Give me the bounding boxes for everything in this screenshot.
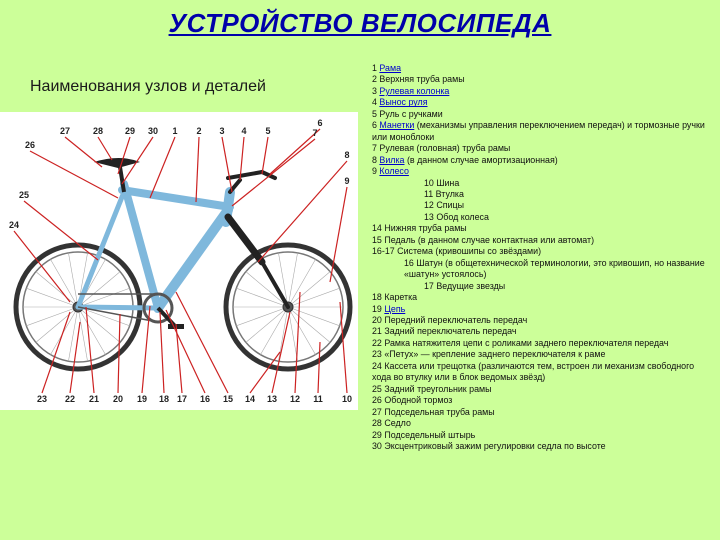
legend-item [372,155,712,166]
part-number-label: 11 [313,394,323,404]
leader-line [24,201,98,260]
part-number-label: 30 [147,126,159,136]
legend-item [372,281,712,292]
legend-item [372,418,712,429]
spoke [246,272,288,307]
legend-item [372,97,712,108]
leader-line [262,137,268,174]
legend-item-text: 12 Спицы [424,200,464,211]
legend-item-text: 11 Втулка [424,188,464,199]
bicycle-illustration [0,112,358,410]
page-subtitle: Наименования узлов и деталей [30,78,266,95]
legend-item-link[interactable]: Колесо [379,166,409,177]
legend-item [372,258,712,281]
spoke [236,307,288,326]
leader-line [65,137,102,167]
legend-item [372,212,712,223]
legend-item [372,74,712,85]
legend-item-text: 28 Седло [372,418,411,429]
part-number-label: 9 [344,176,350,186]
legend-item-link[interactable]: Цепь [384,303,406,314]
leader-line [222,137,232,192]
part-number-label: 19 [136,394,148,404]
leader-line [160,312,164,393]
part-number-label: 28 [92,126,104,136]
leader-line [98,137,112,160]
part-number-label: 25 [18,190,30,200]
part-number-label: 15 [222,394,234,404]
legend-item-text: 6 [372,120,380,131]
leader-line [150,137,175,198]
leader-line [30,151,118,198]
part-number-label: 6 [317,118,323,128]
spoke [36,272,78,307]
legend-item-text: 16-17 Система (кривошипы со звёздами) [372,246,542,257]
part-number-label: 22 [64,394,76,404]
legend-item-link[interactable]: Манетки [379,120,415,131]
leader-line [196,137,199,202]
legend-item-text: 30 Эксцентриковый зажим регулировки седла по высоте [372,440,606,451]
legend-item [372,120,712,143]
leader-line [272,312,290,393]
legend-item-text: 15 Педаль (в данном случае контактная или автомат) [372,234,595,245]
legend-item [372,143,712,154]
frame-brand: TREK [167,213,203,254]
part-number-label: 13 [266,394,278,404]
legend-item [372,200,712,211]
legend-item-text: 16 Шатун (в общетехнической терминологии, это кривошип, но название «шатун» устоялось) [404,257,705,280]
part-number-label: 10 [341,394,353,404]
part-number-label: 29 [124,126,136,136]
legend-item [372,407,712,418]
legend-item [372,384,712,395]
legend-item-text: 22 Рамка натяжителя цепи с роликами заднего переключателя передач [372,337,669,348]
leader-line [70,322,80,393]
legend-item [372,223,712,234]
bicycle-diagram [0,112,358,410]
spoke [288,307,340,326]
spoke [288,307,330,342]
legend-item-text: 25 Задний треугольник рамы [372,383,492,394]
part-number-label: 20 [112,394,124,404]
legend-item-text: 18 Каретка [372,292,418,303]
legend-item-text: 2 Верхняя труба рамы [372,74,465,85]
handlebar [228,172,275,192]
part-number-label: 14 [244,394,256,404]
legend-item-text: 10 Шина [424,177,460,188]
legend-item [372,235,712,246]
legend-item [372,189,712,200]
leader-line [118,137,130,174]
legend-item [372,86,712,97]
leader-line [232,139,315,206]
spoke [78,307,120,342]
legend-item-link[interactable]: Рама [379,63,402,73]
spoke [246,307,288,342]
page-title: УСТРОЙСТВО ВЕЛОСИПЕДА [168,8,552,38]
legend-item [372,304,712,315]
legend-item-text: 3 [372,85,380,96]
legend-item [372,349,712,360]
legend-item [372,109,712,120]
part-number-label: 1 [172,126,178,136]
legend-item [372,246,712,257]
part-number-label: 5 [265,126,271,136]
part-number-label: 4 [241,126,247,136]
legend-item [372,63,712,74]
legend-item [372,178,712,189]
legend-item-text: 27 Подседельная труба рамы [372,406,495,417]
legend-item-text: 9 [372,166,380,177]
part-number-label: 18 [158,394,170,404]
legend-item-text: 14 Нижняя труба рамы [372,223,467,234]
legend-item [372,166,712,177]
part-number-label: 16 [199,394,211,404]
legend-item-text: 26 Ободной тормоз [372,395,453,406]
spoke [288,288,340,307]
legend-item-text: 21 Задний переключатель передач [372,326,517,337]
legend-item-text: 5 Руль с ручками [372,108,443,119]
part-number-label: 2 [196,126,202,136]
legend-item-text: 4 [372,97,380,108]
legend-item-text: 17 Ведущие звезды [424,280,506,291]
part-number-label: 24 [8,220,20,230]
leader-line [86,307,94,393]
leader-line [176,292,228,393]
legend-item-text: 24 Кассета или трещотка (различаются тем, встроен ли механизм свободного хода во втулку или в блок ведомых звёзд) [372,360,695,383]
legend-item-text: 29 Подседельный штырь [372,429,476,440]
legend-item-suffix: (механизмы управления переключением передач) и тормозные ручки или моноблоки [372,120,705,142]
legend-item [372,430,712,441]
legend-item-text: 8 [372,154,380,165]
spoke [26,288,78,307]
legend-item [372,395,712,406]
legend-item [372,292,712,303]
part-number-label: 7 [312,128,318,138]
part-number-label: 12 [289,394,301,404]
spoke [36,307,78,342]
legend-item-text: 20 Передний переключатель передач [372,314,528,325]
part-number-label: 26 [24,140,36,150]
leader-line [166,310,205,393]
legend-item [372,326,712,337]
legend-item-link[interactable]: Вилка [379,154,405,165]
part-number-label: 21 [88,394,100,404]
legend-item [372,338,712,349]
part-number-label: 23 [36,394,48,404]
leader-line [318,342,320,393]
bike-frame [78,184,230,308]
part-number-label: 8 [344,150,350,160]
legend-item-text: 23 «Петух» — крепление заднего переключателя к раме [372,349,606,360]
legend-item-link[interactable]: Вынос руля [379,97,428,108]
legend-item-link[interactable]: Рулевая колонка [379,85,450,96]
legend-item [372,315,712,326]
leader-line [340,302,347,393]
legend-item-suffix: (в данном случае амортизационная) [404,154,558,165]
spoke [288,272,330,307]
legend-item-text: 7 Рулевая (головная) труба рамы [372,143,511,154]
part-number-label: 17 [176,394,188,404]
legend-item [372,441,712,452]
part-number-label: 3 [219,126,225,136]
leader-line [14,231,70,302]
legend-item-text: 13 Обод колеса [424,211,489,222]
parts-legend [372,63,712,452]
spoke [26,307,78,326]
legend-item [372,361,712,384]
legend-item-text: 1 [372,63,380,73]
legend-item-text: 19 [372,303,385,314]
part-number-label: 27 [59,126,71,136]
